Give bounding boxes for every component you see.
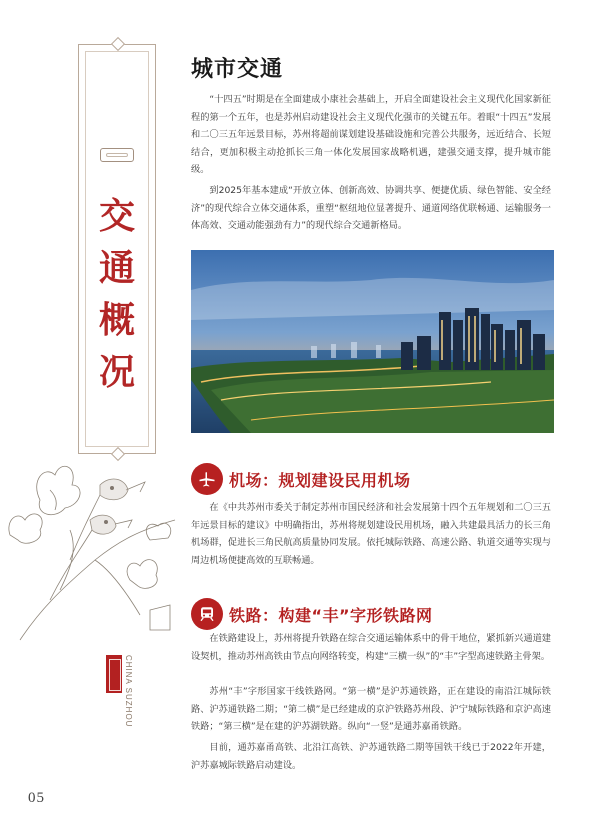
rail-paragraph-3: 目前，通苏嘉甬高铁、北沿江高铁、沪苏通铁路二期等国铁干线已于2022年开建，沪苏嘉城际铁路启动建设。 xyxy=(191,742,551,771)
china-suzhou-text: CHINA SUZHOU xyxy=(124,655,133,728)
vertical-section-title xyxy=(86,190,148,398)
train-icon xyxy=(191,598,223,630)
intro-paragraph-2: 到2025年基本建成“开放立体、创新高效、协调共享、便捷优质、绿色智能、安全经济”的现代综合立体交通体系，重塑“枢纽地位显著提升、通道网络优联畅通、运输服务一体高效、交通动能强劲有力”的现代综合交通新格局。 xyxy=(191,185,551,232)
rail-heading-text: 铁路：构建“丰”字形铁路网 xyxy=(229,605,433,625)
red-seal-icon xyxy=(106,655,122,693)
intro-paragraph-1: “十四五”时期是在全面建成小康社会基础上，开启全面建设社会主义现代化国家新征程的第一个五年，也是苏州启动建设社会主义现代化强市的关键五年。着眼“十四五”发展和二〇三五年远景目标，苏州将超前谋划建设基础设施和完善公共服务，远近结合、长短结合，更加积极主动抢抓长三角一体化发展国家战略机遇，建强交通支撑，提升城市能级。 xyxy=(191,94,551,176)
china-suzhou-logo xyxy=(106,655,136,765)
airplane-icon xyxy=(191,463,223,495)
vertical-title-char: 交 xyxy=(98,195,135,237)
city-skyline-photo xyxy=(191,250,554,433)
magnolia-bird-illustration xyxy=(0,440,185,645)
page-title: 城市交通 xyxy=(191,57,284,82)
airport-heading-text: 机场：规划建设民用机场 xyxy=(229,470,411,490)
vertical-title-char: 通 xyxy=(98,247,135,289)
ornament-badge xyxy=(100,148,134,162)
rail-section-heading xyxy=(191,598,433,630)
vertical-title-char: 况 xyxy=(98,351,135,393)
page-number: 05 xyxy=(28,790,45,806)
vertical-title-char: 概 xyxy=(98,299,135,341)
rail-paragraph-2: 苏州“丰”字形国家干线铁路网。“第一横”是沪苏通铁路，正在建设的南沿江城际铁路、沪苏通铁路二期；“第二横”是已经建成的京沪铁路苏州段、沪宁城际铁路和京沪高速铁路；“第三横”是在建的沪苏湖铁路。纵向“一竖”是通苏嘉甬铁路。 xyxy=(191,686,551,733)
frame-knot-top xyxy=(111,37,125,51)
rail-paragraph-1: 在铁路建设上，苏州将提升铁路在综合交通运输体系中的骨干地位，紧抓新兴通道建设契机，推动苏州高铁由节点向网络转变，构建“三横一纵”的“丰”字型高速铁路主骨架。 xyxy=(191,633,551,662)
airport-section-heading xyxy=(191,463,411,495)
airport-paragraph: 在《中共苏州市委关于制定苏州市国民经济和社会发展第十四个五年规划和二〇三五年远景目标的建议》中明确指出，苏州将规划建设民用机场，融入共建最具活力的长三角机场群，促进长三角民航高质量协同发展。依托城际铁路、高速公路、轨道交通等实现与周边机场便捷高效的互联畅通。 xyxy=(191,502,551,566)
